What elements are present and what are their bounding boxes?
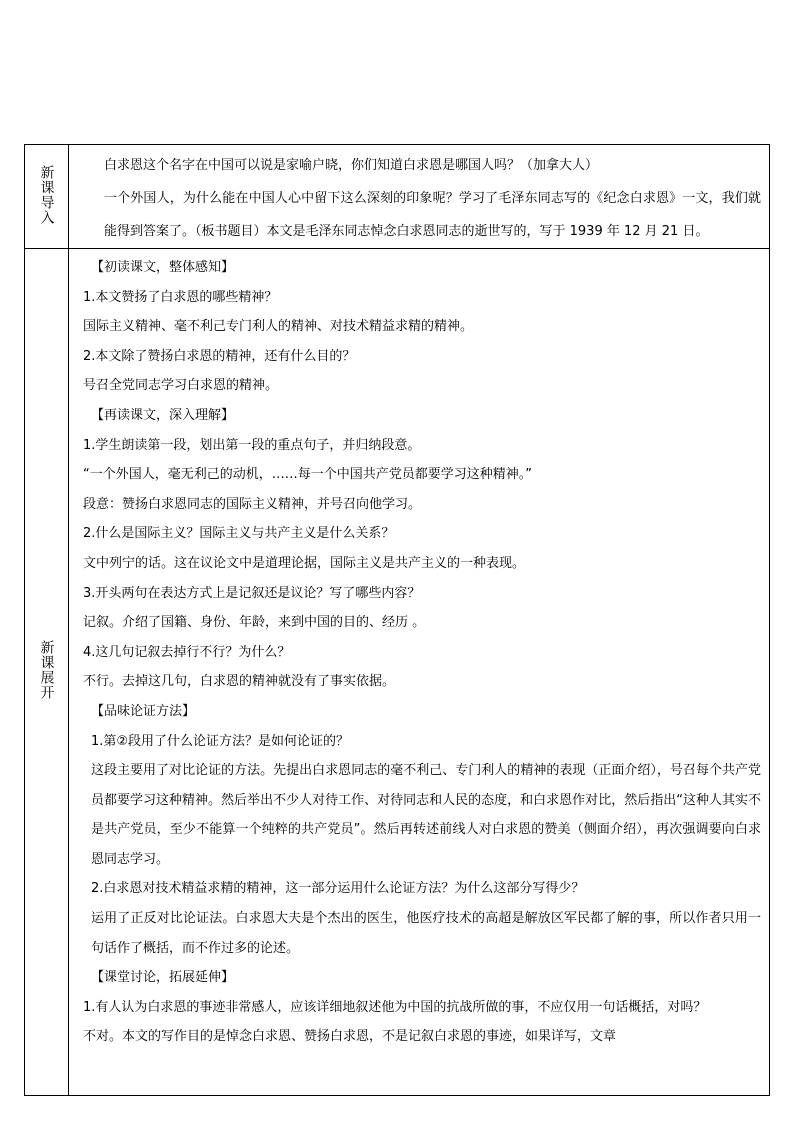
question: 2.白求恩对技术精益求精的精神，这一部分运用什么论证方法？为什么这部分写得少？ xyxy=(91,881,585,897)
question: 2.本文除了赞扬白求恩的精神，还有什么目的？ xyxy=(83,348,356,364)
answer: 段意：赞扬白求恩同志的国际主义精神，并号召向他学习。 xyxy=(83,496,422,512)
intro-label-cell xyxy=(25,145,69,249)
question: 1.本文赞扬了白求恩的哪些精神？ xyxy=(83,289,278,305)
intro-label: 新课导入 xyxy=(38,164,55,225)
intro-content xyxy=(69,145,770,249)
answer: 文中列宁的话。这在议论文中是道理论据，国际主义是共产主义的一种表现。 xyxy=(83,555,526,571)
quote: “一个外国人，毫无利己的动机，……每一个中国共产党员都要学习这种精神。” xyxy=(83,467,532,483)
main-label-cell xyxy=(25,249,69,1096)
question: 4.这几句记叙去掉行不行？为什么？ xyxy=(83,644,291,660)
answer: 号召全党同志学习白求恩的精神。 xyxy=(83,378,279,394)
main-label: 新课展开 xyxy=(38,640,55,700)
section-heading: 【初读课文，整体感知】 xyxy=(91,260,235,275)
section-heading: 【课堂讨论，拓展延伸】 xyxy=(91,970,235,986)
question: 2.什么是国际主义？国际主义与共产主义是什么关系？ xyxy=(83,526,395,542)
question: 1.有人认为白求恩的事迹非常感人，应该详细地叙述他为中国的抗战所做的事，不应仅用一句话概括，对吗？ xyxy=(83,999,707,1015)
answer: 这段主要用了对比论证的方法。先提出白求恩同志的毫不利己、专门利人的精神的表现（正面介绍），号召每个共产党员都要学习这种精神。然后举出不少人对待工作、对待同志和人民的态度，和白求恩作对比，然后指出“这种人其实不是共产党员，至少不能算一个纯粹的共产党员”。然后再转述前线人对白求恩的赞美（侧面介绍），再次强调要向白求恩同志学习。 xyxy=(91,763,761,867)
answer: 不对。本文的写作目的是悼念白求恩、赞扬白求恩，不是记叙白求恩的事迹，如果详写，文章 xyxy=(83,1029,617,1045)
intro-paragraph-1: 白求恩这个名字在中国可以说是家喻户晓，你们知道白求恩是哪国人吗？（加拿大人） xyxy=(104,158,599,173)
answer: 运用了正反对比论证法。白求恩大夫是个杰出的医生，他医疗技术的高超是解放区军民都了解的事，所以作者只用一句话作了概括，而不作过多的论述。 xyxy=(91,911,761,956)
intro-row xyxy=(25,145,770,249)
intro-paragraph-2: 一个外国人，为什么能在中国人心中留下这么深刻的印象呢？学习了毛泽东同志写的《纪念白求恩》一文，我们就能得到答案了。（板书题目）本文是毛泽东同志悼念白求恩同志的逝世写的，写于 1939 年 12 月 21 日。 xyxy=(104,191,761,239)
lesson-plan-table xyxy=(24,144,770,1096)
answer: 记叙。介绍了国籍、身份、年龄，来到中国的目的、经历 。 xyxy=(83,615,426,631)
section-heading: 【品味论证方法】 xyxy=(91,703,196,719)
answer: 不行。去掉这几句，白求恩的精神就没有了事实依据。 xyxy=(83,674,396,690)
question: 1.学生朗读第一段，划出第一段的重点句子，并归纳段意。 xyxy=(83,437,421,453)
question: 1.第②段用了什么论证方法？是如何论证的？ xyxy=(91,733,350,749)
question: 3.开头两句在表达方式上是记叙还是议论？写了哪些内容？ xyxy=(83,585,421,601)
answer: 国际主义精神、毫不利己专门利人的精神、对技术精益求精的精神。 xyxy=(83,319,474,335)
section-heading: 【再读课文，深入理解】 xyxy=(91,407,235,423)
main-content xyxy=(69,249,770,1096)
main-row xyxy=(25,249,770,1096)
